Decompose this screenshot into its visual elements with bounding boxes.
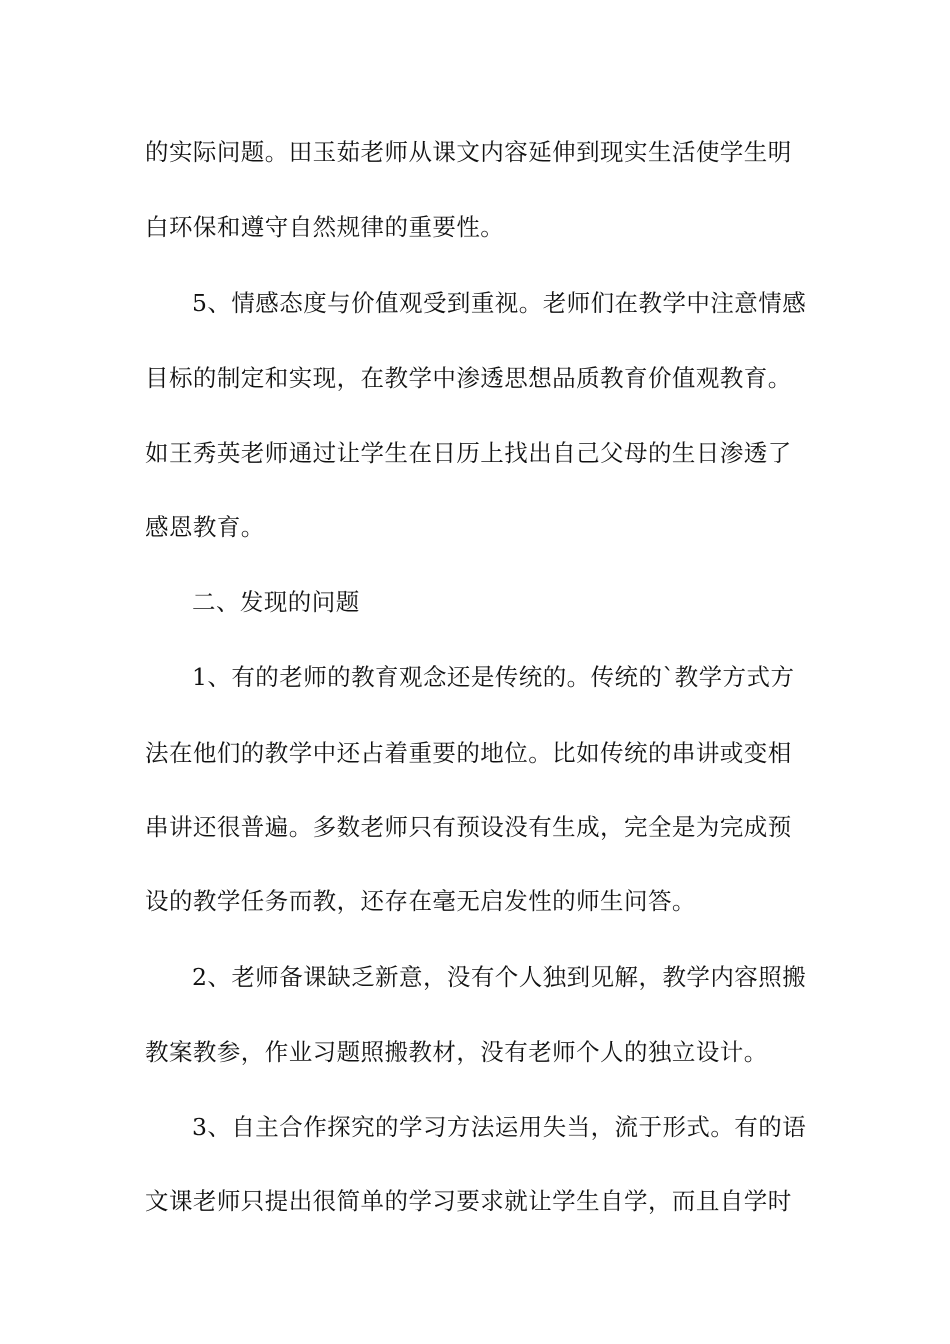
text-line-4: 目标的制定和实现，在教学中渗透思想品质教育价值观教育。	[145, 364, 792, 392]
text-line-13: 教案教参，作业习题照搬教材，没有老师个人的独立设计。	[145, 1038, 768, 1066]
text-line-11: 设的教学任务而教，还存在毫无启发性的师生问答。	[145, 887, 696, 915]
paragraph-3-start: 3、自主合作探究的学习方法运用失当，流于形式。有的语	[192, 1113, 807, 1141]
text-line-15: 文课老师只提出很简单的学习要求就让学生自学，而且自学时	[145, 1187, 792, 1215]
text-line-9: 法在他们的教学中还占着重要的地位。比如传统的串讲或变相	[145, 739, 792, 767]
text-line-6: 感恩教育。	[145, 513, 265, 541]
text-line-1: 的实际问题。田玉茹老师从课文内容延伸到现实生活使学生明	[145, 138, 792, 166]
text-line-10: 串讲还很普遍。多数老师只有预设没有生成，完全是为完成预	[145, 813, 792, 841]
text-line-2: 白环保和遵守自然规律的重要性。	[145, 213, 505, 241]
paragraph-2-start: 2、老师备课缺乏新意，没有个人独到见解，教学内容照搬	[192, 963, 807, 991]
paragraph-5-start: 5、情感态度与价值观受到重视。老师们在教学中注意情感	[192, 289, 807, 317]
paragraph-1-start: 1、有的老师的教育观念还是传统的。传统的`教学方式方	[192, 663, 795, 691]
section-heading-problems: 二、发现的问题	[192, 588, 360, 616]
text-line-5: 如王秀英老师通过让学生在日历上找出自己父母的生日渗透了	[145, 439, 792, 467]
